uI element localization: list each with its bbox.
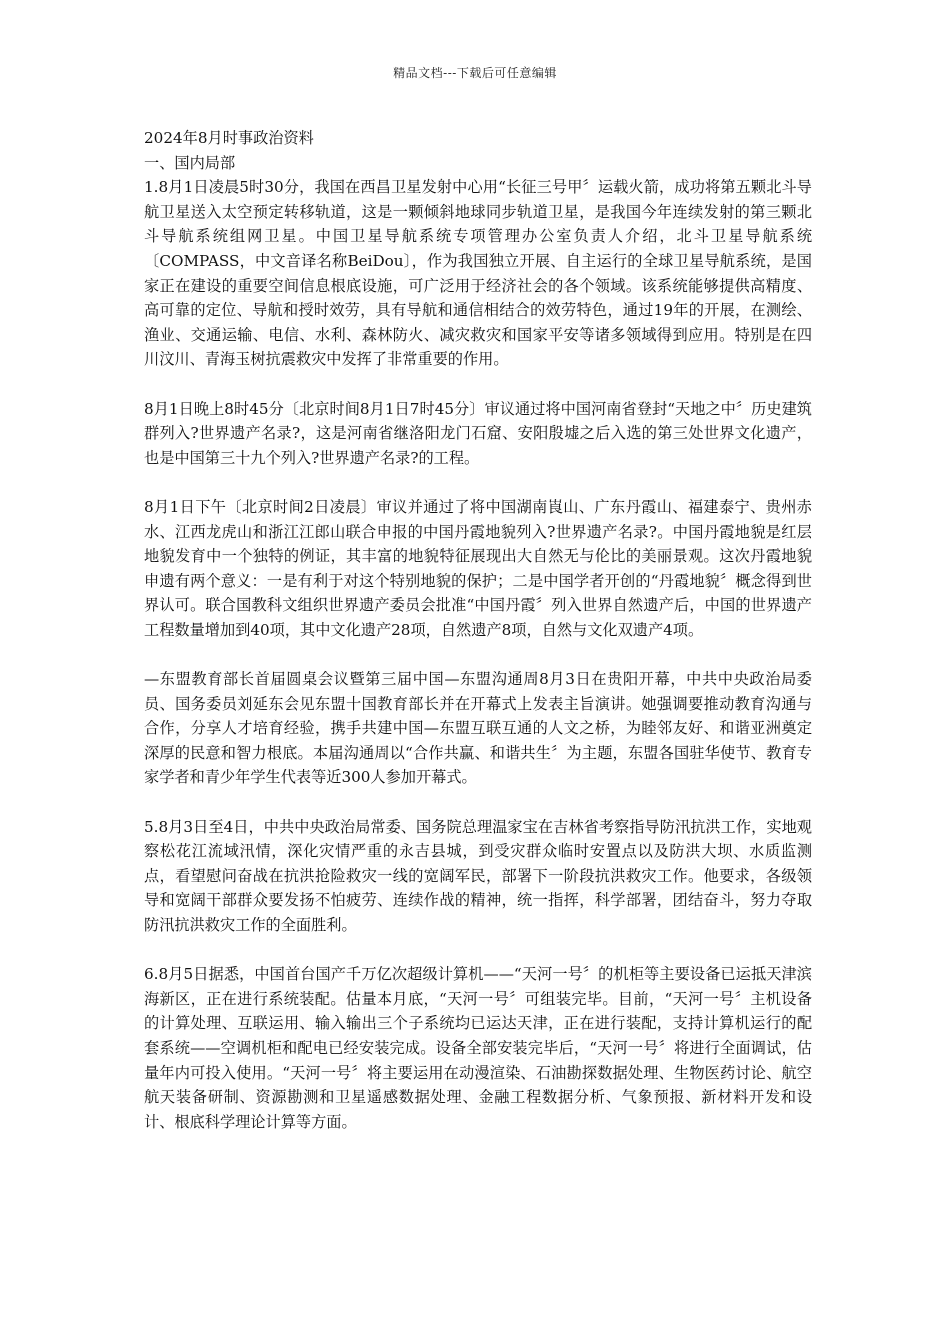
paragraph-tianhe: 6.8月5日据悉，中国首台国产千万亿次超级计算机——“天河一号〞的机柜等主要设备已运抵天津滨海新区，正在进行系统装配。估量本月底，“天河一号〞可组装完毕。目前，“天河一号〞主机设备的计算处理、互联运用、输入输出三个子系统均已运达天津，正在进行装配，支持计算机运行的配套系统——空调机柜和配电已经安装完成。设备全部安装完毕后，“天河一号〞将进行全面调试，估量年内可投入使用。“天河一号〞将主要运用在动漫渲染、石油勘探数据处理、生物医药讨论、航空航天装备研制、资源勘测和卫星遥感数据处理、金融工程数据分析、气象预报、新材料开发和设计、根底科学理论计算等方面。	[144, 965, 812, 1131]
paragraph-dengfeng: 8月1日晚上8时45分〔北京时间8月1日7时45分〕审议通过将中国河南省登封“天地之中〞历史建筑群列入?世界遗产名录?，这是河南省继洛阳龙门石窟、安阳殷墟之后入选的第三处世界文化遗产，也是中国第三十九个列入?世界遗产名录?的工程。	[144, 399, 812, 467]
paragraph-beidou: 1.8月1日凌晨5时30分，我国在西昌卫星发射中心用“长征三号甲〞运载火箭，成功将第五颗北斗导航卫星送入太空预定转移轨道，这是一颗倾斜地球同步轨道卫星，是我国今年连续发射的第三颗北斗导航系统组网卫星。中国卫星导航系统专项管理办公室负责人介绍，北斗卫星导航系统〔COMPASS，中文音译名称BeiDou〕，作为我国独立开展、自主运行的全球卫星导航系统，是国家正在建设的重要空间信息根底设施，可广泛用于经济社会的各个领域。该系统能够提供高精度、高可靠的定位、导航和授时效劳，具有导航和通信相结合的效劳特色，通过19年的开展，在测绘、渔业、交通运输、电信、水利、森林防火、减灾救灾和国家平安等诸多领域得到应用。特别是在四川汶川、青海玉树抗震救灾中发挥了非常重要的作用。	[144, 178, 812, 369]
document-body	[144, 126, 812, 1134]
paragraph-asean: —东盟教育部长首届圆桌会议暨第三届中国—东盟沟通周8月3日在贵阳开幕，中共中央政治局委员、国务委员刘延东会见东盟十国教育部长并在开幕式上发表主旨演讲。她强调要推动教育沟通与合作，分享人才培育经验，携手共建中国—东盟互联互通的人文之桥，为睦邻友好、和谐亚洲奠定深厚的民意和智力根底。本届沟通周以“合作共赢、和谐共生〞为主题，东盟各国驻华使节、教育专家学者和青少年学生代表等近300人参加开幕式。	[144, 670, 812, 787]
paragraph-flood: 5.8月3日至4日，中共中央政治局常委、国务院总理温家宝在吉林省考察指导防汛抗洪工作，实地观察松花江流域汛情，深化灾情严重的永吉县城，到受灾群众临时安置点以及防洪大坝、水质监测点，看望慰问奋战在抗洪抢险救灾一线的宽阔军民，部署下一阶段抗洪救灾工作。他要求，各级领导和宽阔干部群众要发扬不怕疲劳、连续作战的精神，统一指挥，科学部署，团结奋斗，努力夺取防汛抗洪救灾工作的全面胜利。	[144, 817, 812, 934]
document-title: 2024年8月时事政治资料	[144, 129, 314, 147]
paragraph-danxia: 8月1日下午〔北京时间2日凌晨〕审议并通过了将中国湖南崀山、广东丹霞山、福建泰宁、贵州赤水、江西龙虎山和浙江江郎山联合申报的中国丹霞地貌列入?世界遗产名录?。中国丹霞地貌是红层地貌发育中一个独特的例证，其丰富的地貌特征展现出大自然无与伦比的美丽景观。这次丹霞地貌申遗有两个意义：一是有利于对这个特别地貌的保护；二是中国学者开创的“丹霞地貌〞概念得到世界认可。联合国教科文组织世界遗产委员会批准“中国丹霞〞列入世界自然遗产后，中国的世界遗产工程数量增加到40项，其中文化遗产28项，自然遗产8项，自然与文化双遗产4项。	[144, 497, 812, 639]
page-header: 精品文档---下载后可任意编辑	[393, 66, 557, 80]
section-heading: 一、国内局部	[144, 153, 236, 172]
